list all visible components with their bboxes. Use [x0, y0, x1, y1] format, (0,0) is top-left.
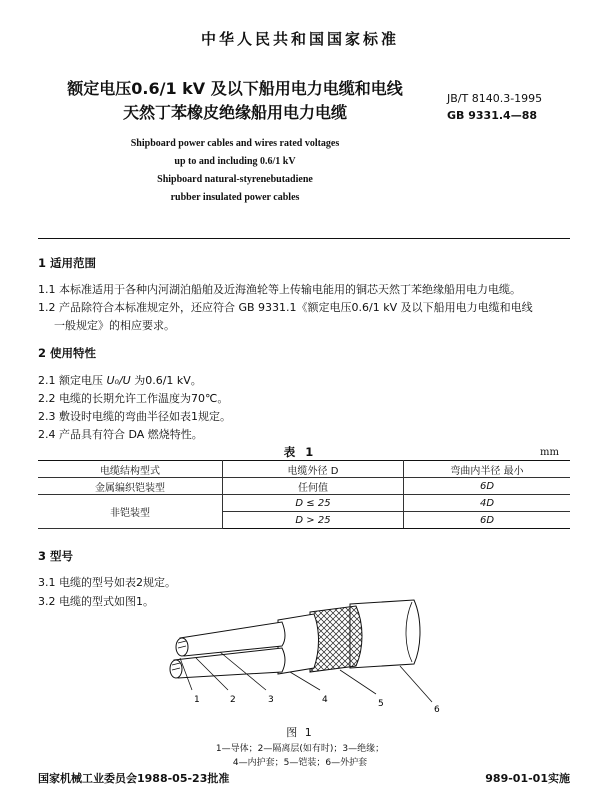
cell-diameter: 任何值 [223, 478, 404, 495]
fig-label-1: 1 [194, 695, 200, 705]
table1-unit: mm [540, 447, 559, 458]
section2-heading: 2 使用特性 [38, 346, 97, 360]
footer-implementation: 989-01-01实施 [485, 772, 570, 785]
figure1-legend-line2: 4—内护套；5—铠装；6—外护套 [232, 758, 368, 768]
standard-code-jbt: JB/T 8140.3-1995 [447, 92, 543, 105]
section2-p4: 2.4 产品具有符合 DA 燃烧特性。 [38, 428, 203, 441]
section2-p1: 2.1 额定电压 U₀/U 为0.6/1 kV。 [38, 374, 202, 387]
cell-type: 非铠装型 [38, 495, 223, 529]
cell-radius: 4D [404, 495, 571, 512]
fig-label-4: 4 [322, 695, 328, 705]
title-en-line4: rubber insulated power cables [170, 192, 300, 203]
header-cable-type: 电缆结构型式 [38, 461, 223, 478]
section1-p2b: 一般规定》的相应要求。 [54, 319, 175, 332]
cable-structure-figure [150, 598, 450, 716]
section2-p2: 2.2 电缆的长期允许工作温度为70℃。 [38, 392, 229, 405]
table-header-row [38, 461, 570, 478]
section3-p2: 3.2 电缆的型式如图1。 [38, 595, 154, 608]
section3-heading: 3 型号 [38, 549, 74, 563]
standard-code-gb: GB 9331.4—88 [447, 109, 537, 122]
title-en-line1: Shipboard power cables and wires rated voltages [130, 138, 340, 149]
fig-label-5: 5 [378, 699, 384, 709]
cell-diameter: D > 25 [223, 512, 404, 529]
title-en-line3: Shipboard natural-styrenebutadiene [157, 174, 313, 185]
figure1-legend-line1: 1—导体；2—隔离层(如有时)；3—绝缘； [215, 744, 385, 754]
national-standard-header: 中华人民共和国国家标准 [200, 30, 399, 48]
cell-diameter: D ≤ 25 [223, 495, 404, 512]
table-row [38, 478, 570, 495]
header-outer-diameter: 电缆外径 D [223, 461, 404, 478]
fig-label-6: 6 [434, 705, 440, 715]
title-cn-line1: 额定电压0.6/1 kV 及以下船用电力电缆和电线 [67, 79, 403, 98]
section1-p1: 1.1 本标准适用于各种内河湖泊船舶及近海渔轮等上传输电能用的铜芯天然丁苯绝缘船用电力电缆。 [38, 283, 521, 296]
title-divider [38, 238, 570, 239]
figure1-caption: 图 1 [286, 726, 314, 739]
section1-heading: 1 适用范围 [38, 256, 97, 270]
section2-p3: 2.3 敷设时电缆的弯曲半径如表1规定。 [38, 410, 231, 423]
fig-label-2: 2 [230, 695, 236, 705]
title-cn-line2: 天然丁苯橡皮绝缘船用电力电缆 [122, 103, 347, 122]
cell-radius: 6D [404, 512, 571, 529]
header-min-bend-radius: 弯曲内半径 最小 [404, 461, 571, 478]
footer-approval: 国家机械工业委员会1988-05-23批准 [38, 772, 230, 785]
section1-p2a: 1.2 产品除符合本标准规定外，还应符合 GB 9331.1《额定电压0.6/1 kV 及以下船用电力电缆和电线 [38, 301, 533, 314]
bend-radius-table [38, 460, 570, 529]
cell-type: 金属编织铠装型 [38, 478, 223, 495]
fig-label-3: 3 [268, 695, 274, 705]
title-en-line2: up to and including 0.6/1 kV [174, 156, 296, 167]
section3-p1: 3.1 电缆的型号如表2规定。 [38, 576, 176, 589]
table1-caption: 表 1 [283, 445, 317, 459]
table-row [38, 495, 570, 512]
cell-radius: 6D [404, 478, 571, 495]
